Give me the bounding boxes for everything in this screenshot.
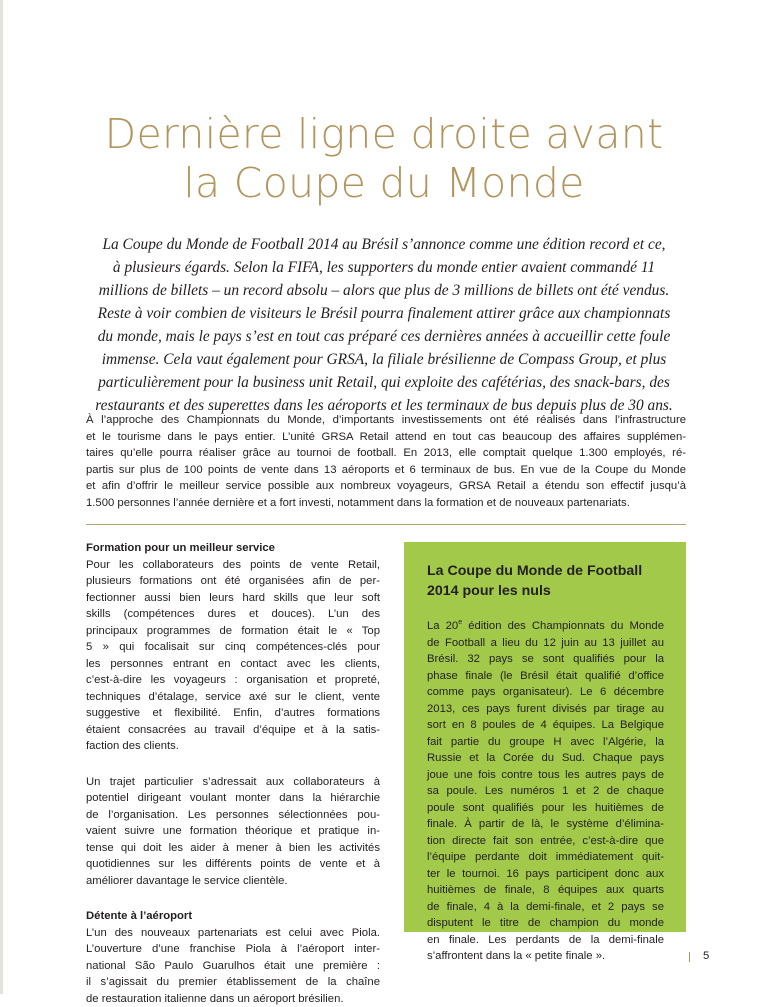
intro-line: millions de billets – un record absolu – alors que plus de 3 millions de billets ont été vendus. xyxy=(80,279,688,302)
sidebar-line-prefix: La 20 xyxy=(427,620,458,632)
sidebar-line: sort en 8 poules de 4 équipes. La Belgique xyxy=(427,717,664,734)
sidebar-line: phase finale (le Brésil était qualifié d’office xyxy=(427,668,664,685)
body-line: Un trajet particulier s’adressait aux collaborateurs à xyxy=(86,774,380,791)
intro-line: La Coupe du Monde de Football 2014 au Brésil s’annonce comme une édition record et ce, xyxy=(80,233,688,256)
sidebar-line-rest: édition des Championnats du Monde xyxy=(462,620,664,632)
lead-line: À l’approche des Championnats du Monde, d’importants investissements ont été réalisés dans l’infrastructure xyxy=(86,412,686,429)
page-number: 5 xyxy=(703,949,709,963)
body-line: vaient suivre une formation théorique et pratique in- xyxy=(86,823,380,840)
body-line: étaient consacrées au travail d’équipe et à la satis- xyxy=(86,722,380,739)
body-line: 5 » qui focalisait sur cinq compétences-clés pour xyxy=(86,639,380,656)
title-line: la Coupe du Monde xyxy=(40,159,728,208)
body-paragraph xyxy=(86,557,380,755)
body-line: suggestive et flexibilité. Enfin, d’autres formations xyxy=(86,705,380,722)
sidebar-line: s’affrontent dans la « petite finale ». xyxy=(427,948,664,965)
sidebar-line: de finale, 4 à la demi-finale, et 2 pays se xyxy=(427,899,664,916)
intro-paragraph xyxy=(80,233,688,417)
body-line: les personnes entrant en contact avec les clients, xyxy=(86,656,380,673)
body-line: L’ouverture d’une franchise Piola à l’aéroport inter- xyxy=(86,941,380,958)
body-line: fectionner aussi bien leurs hard skills que leur soft xyxy=(86,590,380,607)
sidebar-line: ter le tournoi. 16 pays participent donc aux xyxy=(427,866,664,883)
intro-line: immense. Cela vaut également pour GRSA, la filiale brésilienne de Compass Group, et plus xyxy=(80,348,688,371)
sidebar-box xyxy=(404,542,686,932)
lead-line: 1.500 personnes l’année dernière et a fort investi, notamment dans la formation et de nouveaux partenariats. xyxy=(86,495,686,512)
lead-line: taires qu’elle pourra réaliser grâce au tournoi de football. En 2013, elle comptait quelque 1.300 employés, ré- xyxy=(86,445,686,462)
body-line: national São Paulo Guarulhos était une première : xyxy=(86,958,380,975)
sidebar-title-line: La Coupe du Monde de Football xyxy=(427,562,664,582)
body-line: plusieurs formations ont été organisées afin de per- xyxy=(86,573,380,590)
body-line: tense qui doit les aider à mener à bien les activités xyxy=(86,840,380,857)
body-line: il s’agissait du premier établissement de la chaîne xyxy=(86,974,380,991)
body-line: de restauration italienne dans un aéroport brésilien. xyxy=(86,991,380,1007)
sidebar-line: Brésil. 32 pays se sont qualifiés pour la xyxy=(427,651,664,668)
sidebar-line: sa poule. Les numéros 1 et 2 de chaque xyxy=(427,783,664,800)
sidebar-title xyxy=(427,562,664,601)
footer-separator xyxy=(689,952,690,962)
sidebar-line: disputent le titre de champion du monde xyxy=(427,915,664,932)
body-line: Pour les collaborateurs des points de vente Retail, xyxy=(86,557,380,574)
sidebar-line: finale. À partir de là, le système d’élimina- xyxy=(427,816,664,833)
section-divider xyxy=(86,524,686,525)
sidebar-line: poule sont qualifiés pour les huitièmes de xyxy=(427,800,664,817)
lead-paragraph xyxy=(86,412,686,512)
intro-line: du monde, mais le pays s’est en tout cas préparé ces dernières années à accueillir cette foule xyxy=(80,325,688,348)
body-line: potentiel dirigeant voulant monter dans la hiérarchie xyxy=(86,790,380,807)
body-line: skills (compétences dures et douces). L’un des xyxy=(86,606,380,623)
body-line: principaux programmes de formation était le « Top xyxy=(86,623,380,640)
sidebar-line: en finale. Les perdants de la demi-finale xyxy=(427,932,664,949)
sidebar-line: comme pays organisateur). Le 6 décembre xyxy=(427,684,664,701)
body-line: de l’organisation. Les personnes sélectionnées pou- xyxy=(86,807,380,824)
body-line: c’est-à-dire les voyageurs : organisation et propreté, xyxy=(86,672,380,689)
page-edge xyxy=(0,0,3,994)
intro-line: particulièrement pour la business unit Retail, qui exploite des cafétérias, des snack-bars, des xyxy=(80,371,688,394)
sidebar-line: fait partie du groupe H avec l’Algérie, la xyxy=(427,734,664,751)
body-paragraph xyxy=(86,774,380,890)
intro-line: restaurants et des superettes dans les aéroports et les terminaux de bus depuis plus de 30 ans. xyxy=(80,394,688,417)
body-line: L’un des nouveaux partenariats est celui avec Piola. xyxy=(86,925,380,942)
intro-line: Reste à voir combien de visiteurs le Brésil pourra finalement attirer grâce aux championnats xyxy=(80,302,688,325)
body-line: faction des clients. xyxy=(86,738,380,755)
title-line: Dernière ligne droite avant xyxy=(40,110,728,159)
sidebar-line: huitièmes de finale, 8 équipes aux quarts xyxy=(427,882,664,899)
body-line: améliorer davantage le service clientèle. xyxy=(86,873,380,890)
sidebar-body xyxy=(427,618,664,965)
section-heading-detente: Détente à l’aéroport xyxy=(86,908,380,925)
sidebar-line: 2013, ces pays furent divisés par tirage au xyxy=(427,701,664,718)
intro-line: à plusieurs égards. Selon la FIFA, les supporters du monde entier avaient commandé 11 xyxy=(80,256,688,279)
sidebar-line: l’équipe perdante doit immédiatement quit- xyxy=(427,849,664,866)
lead-line: partis sur plus de 100 points de vente dans 13 aéroports et 6 terminaux de bus. En vue de la Coupe du Monde xyxy=(86,462,686,479)
lead-line: et afin d’offrir le meilleur service possible aux nombreux voyageurs, GRSA Retail a étendu son effectif jusqu’à xyxy=(86,478,686,495)
superscript: e xyxy=(458,619,462,626)
sidebar-line xyxy=(427,618,664,635)
sidebar-title-line: 2014 pour les nuls xyxy=(427,582,664,602)
section-heading-formation: Formation pour un meilleur service xyxy=(86,540,380,557)
body-paragraph xyxy=(86,925,380,1007)
left-column xyxy=(86,540,380,1007)
sidebar-line: tion directe fait son entrée, c’est-à-dire que xyxy=(427,833,664,850)
body-line: techniques d’étalage, service axé sur le client, vente xyxy=(86,689,380,706)
article-title xyxy=(40,110,728,208)
lead-line: et le tourisme dans le pays entier. L’unité GRSA Retail attend en tout cas beaucoup des affaires supplémen- xyxy=(86,429,686,446)
sidebar-line: de Football a lieu du 12 juin au 13 juillet au xyxy=(427,635,664,652)
body-line: quotidiennes sur les différents points de vente et à xyxy=(86,856,380,873)
sidebar-line: Russie et la Corée du Sud. Chaque pays xyxy=(427,750,664,767)
sidebar-line: joue une fois contre tous les autres pays de xyxy=(427,767,664,784)
